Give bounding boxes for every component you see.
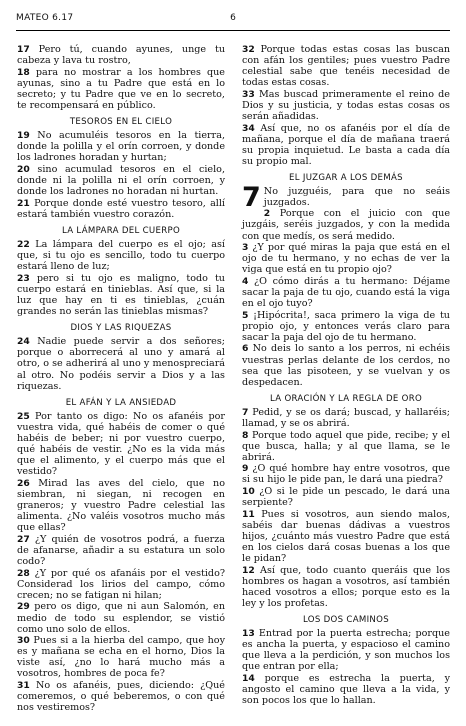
page-number: 6 [230, 13, 236, 23]
section-heading: LA LÁMPARA DEL CUERPO [61, 225, 181, 236]
verse-number: 24 [17, 336, 30, 348]
verse-text: Nadie puede servir a dos señores; porque o aborrecerá al uno y amará al otro, o se adherirá al uno y menospreciará al otro. No podéis servir a Dios y a las riquezas. [17, 336, 225, 392]
verse-text: Pues si vosotros, aun siendo malos, sabéis dar buenas dádivas a vuestros hijos, ¿cuánto más vuestro Padre que está en los cielos dará cosas buenas a los que le pidan? [242, 508, 450, 565]
verse-number: 19 [17, 130, 30, 142]
verse-number: 12 [242, 564, 255, 576]
verse [242, 343, 450, 387]
verse [17, 478, 225, 533]
verse-number: 5 [242, 309, 249, 321]
verse-number: 4 [242, 275, 249, 287]
verse [17, 44, 225, 66]
verse-number: 3 [242, 242, 249, 254]
verse-number: 32 [242, 44, 255, 55]
verse-text: Mas buscad primeramente el reino de Dios y su justicia, y todas estas cosas os serán añadidas. [242, 88, 450, 123]
verse-number: 31 [17, 680, 30, 692]
verse [242, 242, 450, 275]
verse-number: 8 [242, 429, 249, 441]
section-heading: DIOS Y LAS RIQUEZAS [70, 323, 172, 334]
verse [242, 565, 450, 609]
verse-text: sino acumulad tesoros en el cielo, donde ni la polilla ni el orín corroen, y donde los ladrones no horadan ni hurtan. [17, 163, 225, 198]
verse-text: Porque con el juicio con que juzgáis, seréis juzgados, y con la medida con que medís, os será medido. [242, 208, 450, 242]
page-header [16, 10, 450, 31]
verse-text: Entrad por la puerta estrecha; porque es ancha la puerta, y espacioso el camino que lleva a la perdición, y son muchos los que entran por ella; [242, 628, 450, 673]
verse-text: Pero tú, cuando ayunes, unge tu cabeza y lava tu rostro, [17, 44, 225, 67]
verse-number: 13 [242, 628, 255, 640]
verse-text: ¿Y quién de vosotros podrá, a fuerza de afanarse, añadir a su estatura un solo codo? [17, 533, 225, 568]
chapter-opening-verse [242, 182, 450, 214]
verse-text: La lámpara del cuerpo es el ojo; así que, si tu ojo es sencillo, todo tu cuerpo estará lleno de luz; [17, 239, 225, 273]
verse-text: ¿Y por qué os afanáis por el vestido? Considerad los lirios del campo, cómo crecen; no se fatigan ni hilan; [17, 567, 225, 601]
verse [242, 208, 450, 241]
verse-number: 17 [17, 44, 30, 55]
verse-number: 22 [17, 239, 30, 250]
verse-number: 26 [17, 477, 30, 489]
verse-text: Así que, no os afanéis por el día de mañana, porque el día de mañana traerá su propia inquietud. Le basta a cada día su propio mal. [242, 122, 450, 167]
verse [17, 411, 225, 478]
verse [17, 336, 225, 391]
verse [17, 198, 225, 220]
verse-text: ¿O cómo dirás a tu hermano: Déjame sacar la paja de tu ojo, cuando está la viga en el ojo tuyo? [242, 275, 450, 310]
verse-text: Mirad las aves del cielo, que no siembran, ni siegan, ni recogen en graneros; y vuestro Padre celestial las alimenta. ¿No valéis vosotros mucho más que ellas? [17, 477, 225, 534]
verse [242, 430, 450, 463]
verse [242, 509, 450, 564]
left-column [17, 44, 225, 714]
verse [242, 673, 450, 706]
section-heading: EL AFÁN Y LA ANSIEDAD [65, 397, 177, 408]
verse-text: porque es estrecha la puerta, y angosto el camino que lleva a la vida, y son pocos los que lo hallan. [242, 673, 450, 707]
verse [17, 164, 225, 197]
verse [242, 44, 450, 88]
verse [242, 463, 450, 485]
verse-text: ¿Y por qué miras la paja que está en el ojo de tu hermano, y no echas de ver la viga que está en tu propio ojo? [242, 242, 450, 276]
verse-number: 27 [17, 533, 30, 545]
verse [17, 680, 225, 713]
section-heading: TESOROS EN EL CIELO [69, 117, 173, 128]
verse-text: Porque todo aquel que pide, recibe; y el que busca, halla; y al que llama, se le abrirá. [242, 429, 450, 463]
verse-text: Porque donde esté vuestro tesoro, allí estará también vuestro corazón. [17, 197, 225, 220]
verse [17, 635, 225, 679]
verse-text: pero si tu ojo es maligno, todo tu cuerpo estará en tinieblas. Así que, si la luz que hay en ti es tinieblas, ¿cuán grandes no serán las tinieblas mismas? [17, 272, 225, 318]
verse-number: 9 [242, 463, 249, 475]
verse [17, 67, 225, 111]
verse [242, 89, 450, 122]
verse-text: Pues si a la hierba del campo, que hoy es y mañana se echa en el horno, Dios la viste así, ¿no lo hará mucho más a vosotros, hombres de poca fe? [17, 635, 225, 680]
verse [17, 601, 225, 634]
verse-number: 34 [242, 122, 255, 134]
verse-number: 18 [17, 66, 30, 78]
verse-number: 14 [242, 673, 255, 685]
verse [17, 130, 225, 163]
verse [242, 123, 450, 167]
running-head-reference: MATEO 6.17 [16, 13, 74, 23]
verse-text: No juzguéis, para que no seáis juzgados. [263, 186, 450, 209]
verse-number: 20 [17, 163, 30, 175]
section-heading: LOS DOS CAMINOS [303, 615, 389, 626]
verse-text: Porque todas estas cosas las buscan con afán los gentiles; pues vuestro Padre celestial sabe que tenéis necesidad de todas estas cosas. [242, 44, 450, 89]
verse-text: ¿O qué hombre hay entre vosotros, que si su hijo le pide pan, le dará una piedra? [242, 463, 450, 486]
verse [17, 568, 225, 601]
right-column [242, 44, 450, 707]
verse-number: 21 [17, 197, 30, 209]
verse [242, 628, 450, 672]
verse-text: para no mostrar a los hombres que ayunas, sino a tu Padre que está en lo secreto; y tu Padre que ve en lo secreto, te recompensará en público. [17, 66, 225, 111]
verse-text: Por tanto os digo: No os afanéis por vuestra vida, qué habéis de comer o qué habéis de beber; ni por vuestro cuerpo, qué habéis de vestir. ¿No es la vida más que el alimento, y el cuerpo más que el vestido? [17, 410, 225, 478]
section-heading: LA ORACIÓN Y LA REGLA DE ORO [269, 393, 423, 404]
verse-number: 11 [242, 508, 255, 520]
verse [242, 486, 450, 508]
verse-number: 23 [17, 272, 30, 284]
verse-number: 25 [17, 410, 30, 422]
verse-number: 6 [242, 343, 249, 355]
verse-number: 33 [242, 88, 255, 100]
verse-number: 28 [17, 567, 30, 579]
verse-text: No deis lo santo a los perros, ni echéis vuestras perlas delante de los cerdos, no sea que las pisoteen, y se vuelvan y os despedacen. [242, 343, 450, 388]
verse-text: No os afanéis, pues, diciendo: ¿Qué comeremos, o qué beberemos, o con qué nos vestiremos? [17, 680, 225, 714]
verse-text: ¿O si le pide un pescado, le dará una serpiente? [242, 486, 450, 509]
chapter-number: 7 [242, 182, 261, 214]
verse-number: 29 [17, 601, 30, 613]
verse [242, 276, 450, 309]
verse-text: ¡Hipócrita!, saca primero la viga de tu propio ojo, y entonces verás claro para sacar la paja del ojo de tu hermano. [242, 309, 450, 343]
verse-text: Así que, todo cuanto queráis que los hombres os hagan a vosotros, así también haced vosotros a ellos; porque esto es la ley y los profetas. [242, 564, 450, 609]
verse [17, 273, 225, 317]
verse [242, 310, 450, 343]
verse-text: pero os digo, que ni aun Salomón, en medio de todo su esplendor, se vistió como uno solo de ellos. [17, 601, 225, 635]
verse-text: No acumuléis tesoros en la tierra, donde la polilla y el orín corroen, y donde los ladrones horadan y hurtan; [17, 130, 225, 164]
verse [17, 239, 225, 272]
verse-number: 10 [242, 486, 255, 498]
verse-number: 2 [263, 208, 271, 220]
verse-number: 7 [242, 406, 249, 418]
verse-number: 30 [17, 635, 30, 647]
verse-text: Pedid, y se os dará; buscad, y hallaréis; llamad, y se os abrirá. [242, 406, 450, 429]
verse [17, 534, 225, 567]
section-heading: EL JUZGAR A LOS DEMÁS [289, 173, 403, 184]
verse [242, 407, 450, 429]
